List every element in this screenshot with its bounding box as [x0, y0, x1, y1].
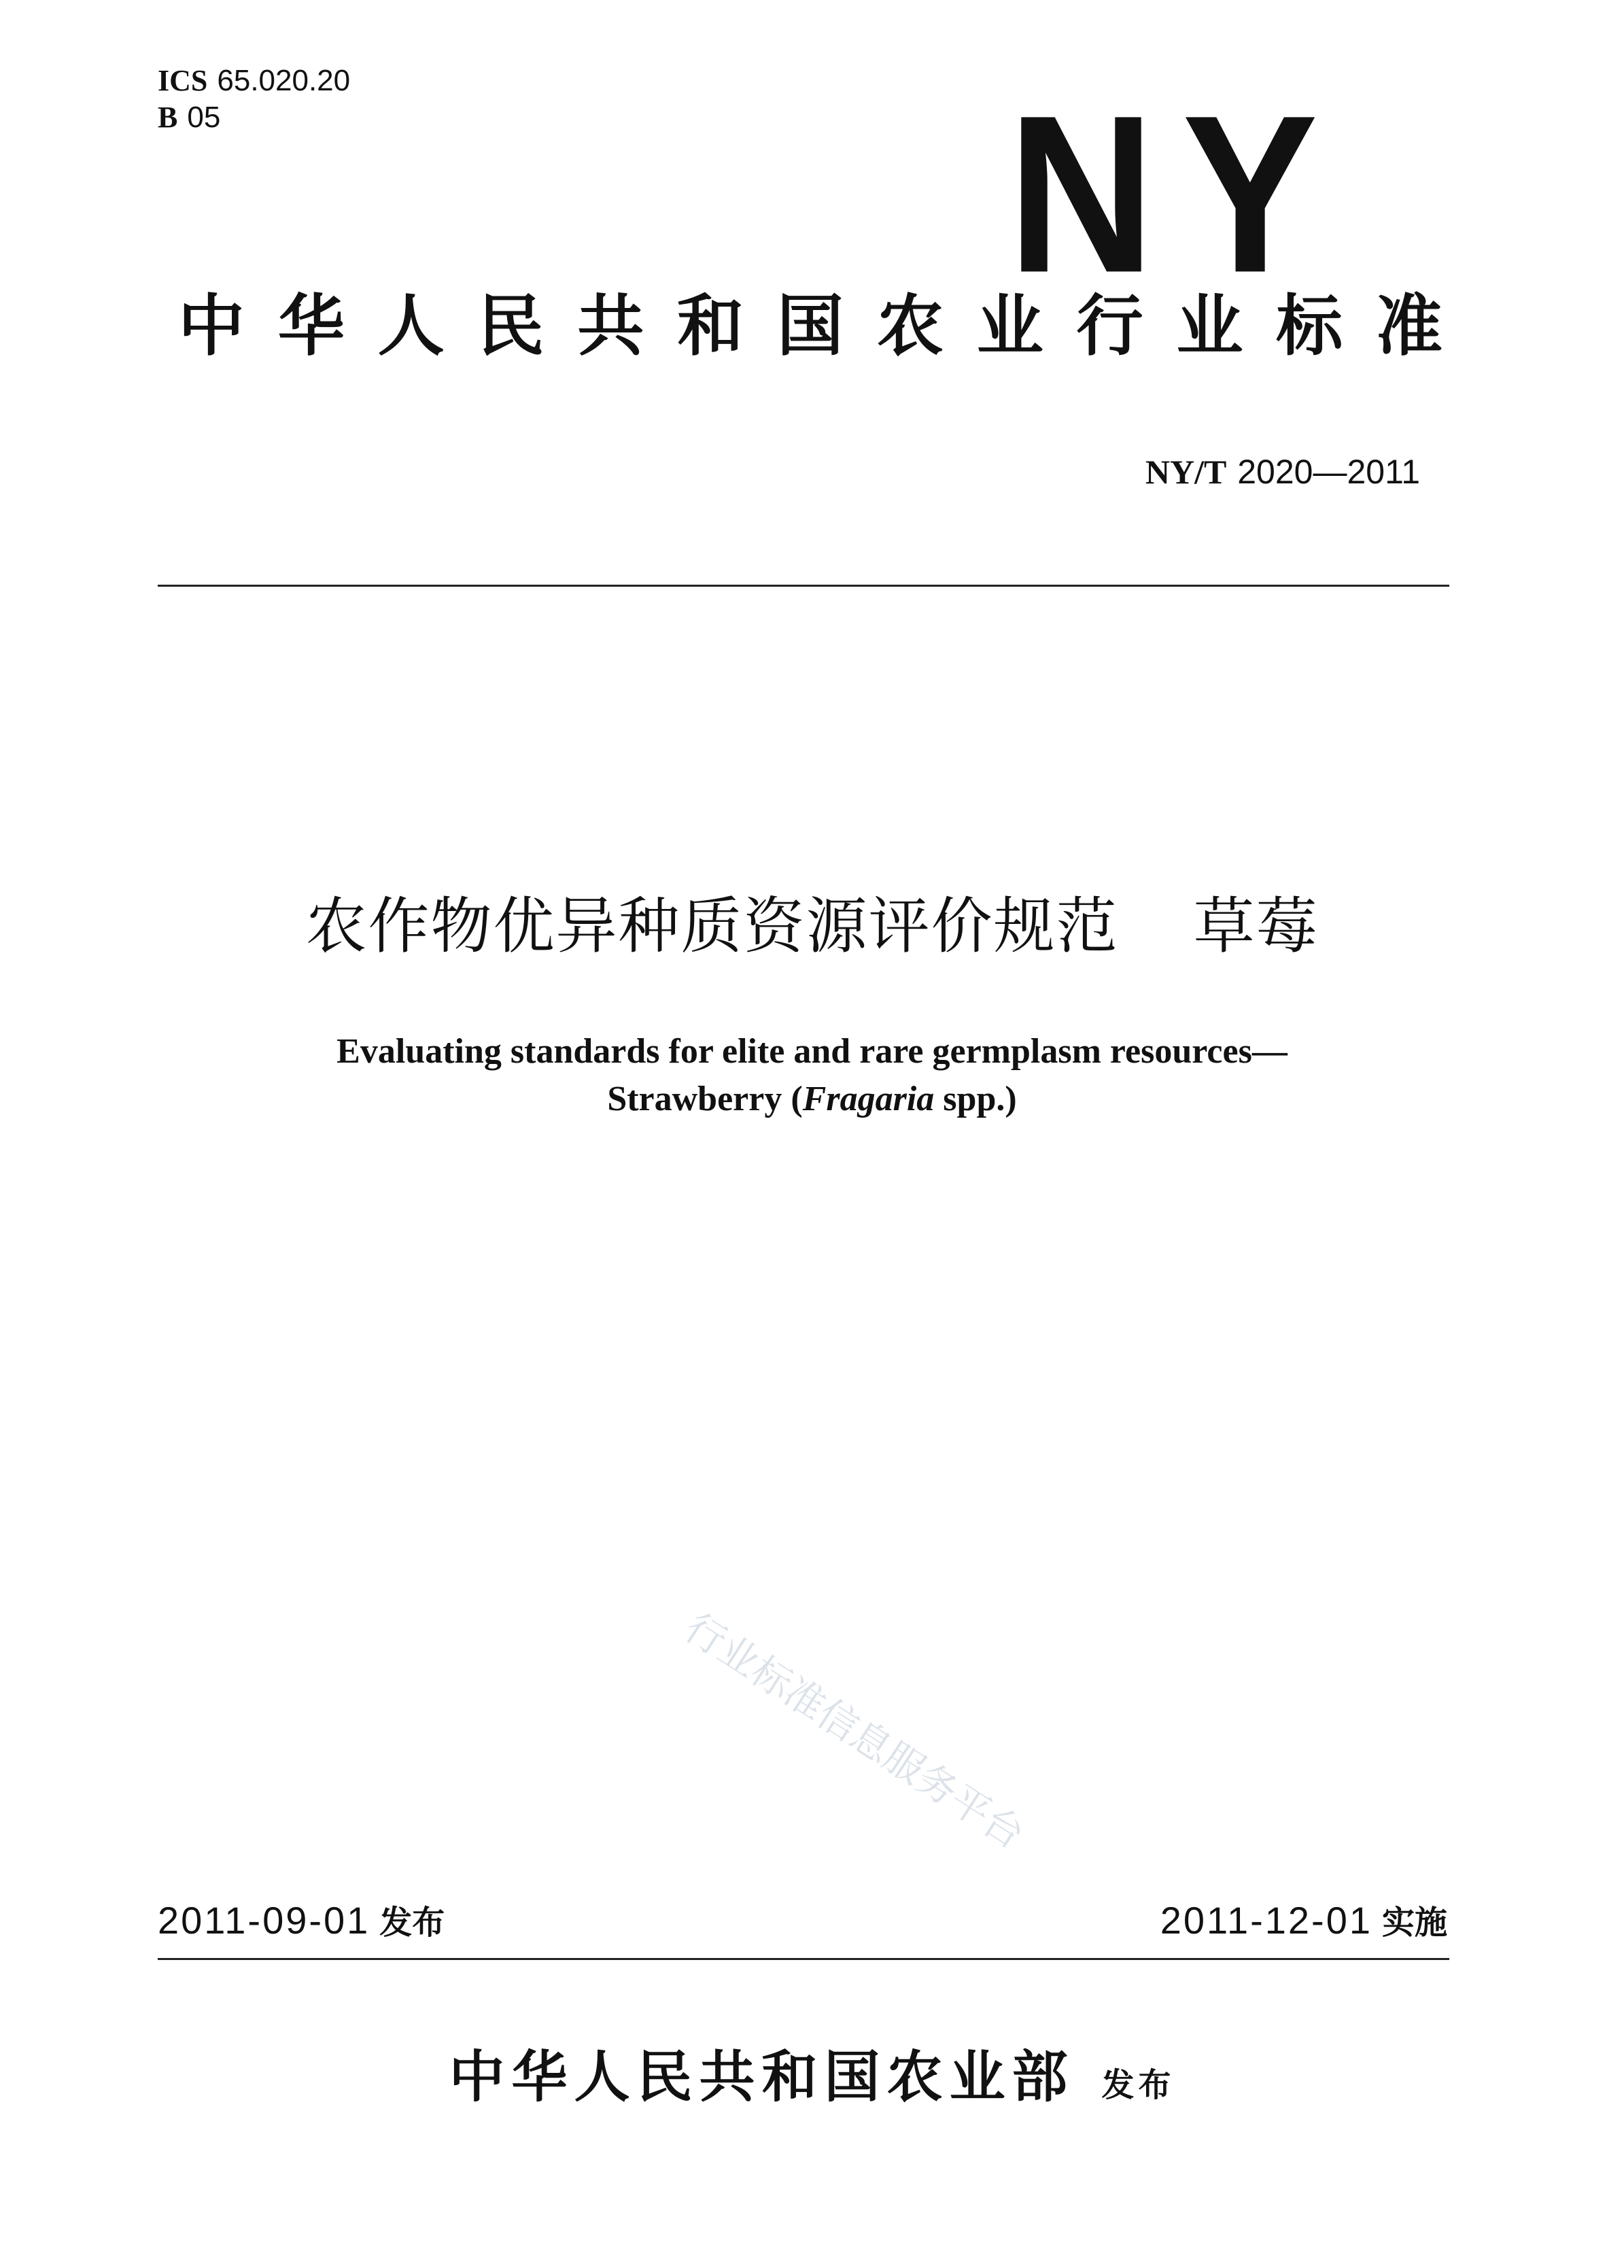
- standard-code-number: 2020—2011: [1237, 453, 1420, 491]
- publisher-label: 发布: [1101, 2066, 1175, 2104]
- issue-label: 发布: [379, 1904, 445, 1942]
- watermark: 行业标准信息服务平台: [676, 1604, 1033, 1858]
- standard-code: [1145, 451, 1420, 492]
- document-title-en-line2: [0, 1076, 1624, 1123]
- publisher: [0, 2033, 1624, 2112]
- ccs-label: B: [158, 101, 178, 134]
- standard-category-title: 中华人民共和国农业行业标准: [178, 288, 1442, 365]
- title-en-line2-pre: Strawberry (: [607, 1080, 803, 1118]
- document-title-en: [0, 1028, 1624, 1123]
- ics-code: [158, 63, 350, 99]
- ccs-value: 05: [187, 101, 221, 134]
- ccs-code: [158, 99, 350, 136]
- classification-codes: [158, 63, 350, 136]
- ics-label: ICS: [158, 64, 208, 97]
- standard-code-prefix: NY/T: [1145, 453, 1227, 491]
- ics-value: 65.020.20: [217, 64, 351, 97]
- document-title-main: 农作物优异种质资源评价规范: [305, 891, 1119, 962]
- document-title-crop: 草莓: [1193, 891, 1319, 962]
- document-title-cn: [0, 889, 1624, 964]
- issue-date-block: [158, 1897, 445, 1946]
- title-en-line2-post: spp.): [934, 1080, 1017, 1118]
- publisher-name: 中华人民共和国农业部: [449, 2045, 1075, 2110]
- document-title-en-line1: Evaluating standards for elite and rare germplasm resources—: [336, 1032, 1288, 1071]
- footer-divider: [158, 1958, 1449, 1960]
- issue-date: 2011-09-01: [158, 1899, 370, 1942]
- implement-date: 2011-12-01: [1160, 1899, 1372, 1942]
- header-divider: [158, 585, 1449, 587]
- ny-logo: NY: [1007, 68, 1345, 320]
- implement-label: 实施: [1381, 1904, 1447, 1942]
- implement-date-block: [1160, 1897, 1447, 1946]
- genus-name: Fragaria: [802, 1080, 935, 1118]
